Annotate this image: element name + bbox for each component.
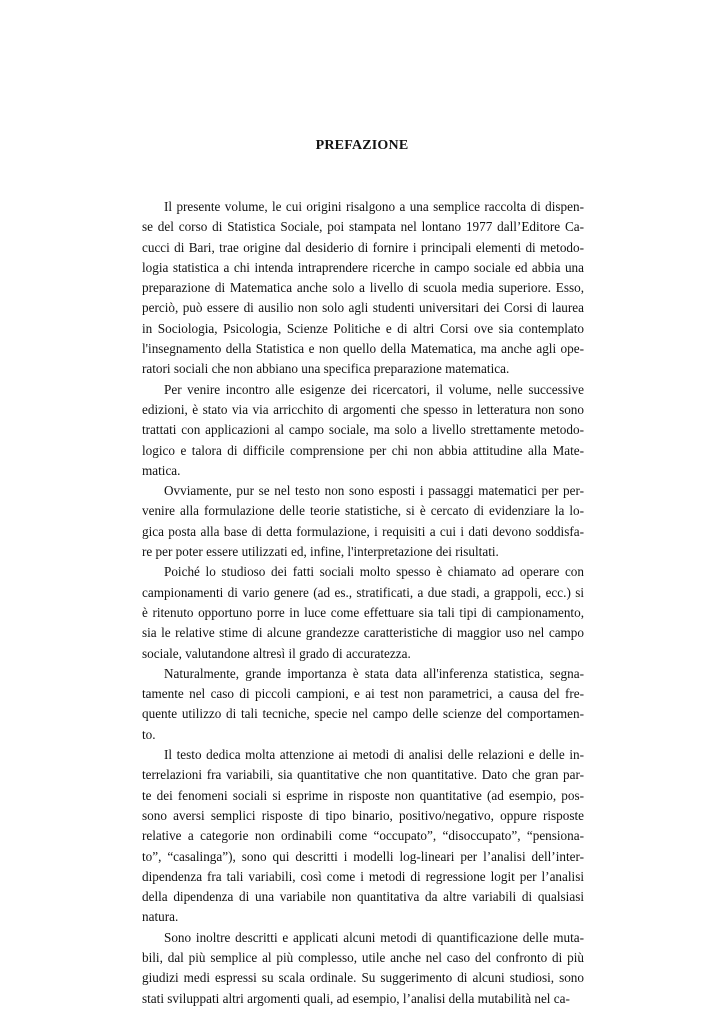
text-line: natura. [142, 909, 179, 925]
paragraph [142, 562, 584, 663]
paragraph [142, 197, 584, 380]
text-line: to”, “casalinga”), sono qui descritti i modelli log-lineari per l’analisi dell’inter- [142, 848, 584, 864]
text-line: giudizi medi espressi su scala ordinale. Su suggerimento di alcuni studiosi, sono [142, 970, 584, 986]
text-line: sia le relative stime di alcune grandezze caratteristiche di maggior uso nel campo [142, 625, 584, 641]
text-line: quente utilizzo di tali tecniche, specie nel campo delle scienze del comportamen- [142, 706, 584, 722]
text-line: trattati con applicazioni al campo sociale, ma solo a livello strettamente metodo- [142, 422, 584, 438]
text-line: preparazione di Matematica anche solo a livello di scuola media superiore. Esso, [142, 280, 584, 296]
text-line: l'insegnamento della Statistica e non quello della Matematica, ma anche agli ope- [142, 341, 584, 357]
text-line: Il presente volume, le cui origini risalgono a una semplice raccolta di dispen- [164, 199, 584, 214]
text-line: Naturalmente, grande importanza è stata data all'inferenza statistica, segna- [164, 665, 584, 681]
text-line: terrelazioni fra variabili, sia quantitative che non quantitative. Dato che gran par- [142, 767, 584, 783]
text-line: perciò, può essere di ausilio non solo agli studenti universitari dei Corsi di laurea [142, 300, 584, 316]
text-line: è ritenuto opportuno porre in luce come effettuare sia tali tipi di campionamento, [142, 604, 584, 620]
text-line: edizioni, è stato via via arricchito di argomenti che spesso in letteratura non sono [142, 401, 584, 417]
text-line: cucci di Bari, trae origine dal desiderio di fornire i principali elementi di metodo- [142, 239, 584, 255]
text-line: Per venire incontro alle esigenze dei ricercatori, il volume, nelle successive [164, 381, 584, 397]
text-line: della dipendenza di una variabile non quantitativa da altre variabili di qualsiasi [142, 889, 584, 905]
text-line: in Sociologia, Psicologia, Scienze Politiche e di altri Corsi ove sia contemplato [142, 320, 584, 336]
text-line: Ovviamente, pur se nel testo non sono esposti i passaggi matematici per per- [164, 483, 584, 499]
text-line: te dei fenomeni sociali si esprime in risposte non quantitative (ad esempio, pos- [142, 787, 584, 803]
text-line: Poiché lo studioso dei fatti sociali molto spesso è chiamato ad operare con [164, 564, 584, 580]
paragraph [142, 664, 584, 745]
text-line: gica posta alla base di detta formulazione, i requisiti a cui i dati devono soddisfa- [142, 523, 584, 539]
text-line: matica. [142, 462, 181, 478]
text-line: venire alla formulazione delle teorie statistiche, si è cercato di evidenziare la lo- [142, 503, 584, 519]
text-line: Il testo dedica molta attenzione ai metodi di analisi delle relazioni e delle in- [164, 747, 584, 763]
text-line: re per poter essere utilizzati ed, infine, l'interpretazione dei risultati. [142, 544, 499, 560]
text-line: to. [142, 726, 156, 742]
text-line: relative a categorie non ordinabili come “occupato”, “disoccupato”, “pensiona- [142, 828, 584, 844]
text-line: logia statistica a chi intenda intraprendere ricerche in campo sociale ed abbia una [142, 259, 584, 275]
paragraph [142, 928, 584, 1009]
text-line: stati sviluppati altri argomenti quali, ad esempio, l’analisi della mutabilità nel ca- [142, 990, 570, 1006]
text-line: sociale, valutandone altresì il grado di accuratezza. [142, 645, 411, 661]
text-line: sono aversi semplici risposte di tipo binario, positivo/negativo, oppure risposte [142, 807, 584, 823]
page-title: PREFAZIONE [315, 138, 409, 153]
text-line: se del corso di Statistica Sociale, poi stampata nel lontano 1977 dall’Editore Ca- [142, 219, 584, 235]
text-line: bili, dal più semplice al più complesso, utile anche nel caso del confronto di più [142, 949, 584, 965]
paragraph [142, 380, 584, 481]
text-line: campionamenti di vario genere (ad es., stratificati, a due stadi, a grappoli, ecc.) si [142, 584, 584, 600]
text-line: logico e talora di difficile comprensione per chi non abbia attitudine alla Mate- [142, 442, 584, 458]
text-line: dipendenza fra tali variabili, così come i metodi di regressione logit per l’analisi [142, 868, 584, 884]
text-line: tamente nel caso di piccoli campioni, e ai test non parametrici, a causa del fre- [142, 686, 584, 702]
preface-body [142, 197, 584, 1009]
paragraph [142, 745, 584, 928]
paragraph [142, 481, 584, 562]
text-line: Sono inoltre descritti e applicati alcuni metodi di quantificazione delle muta- [164, 929, 584, 945]
text-line: ratori sociali che non abbiano una specifica preparazione matematica. [142, 361, 510, 377]
